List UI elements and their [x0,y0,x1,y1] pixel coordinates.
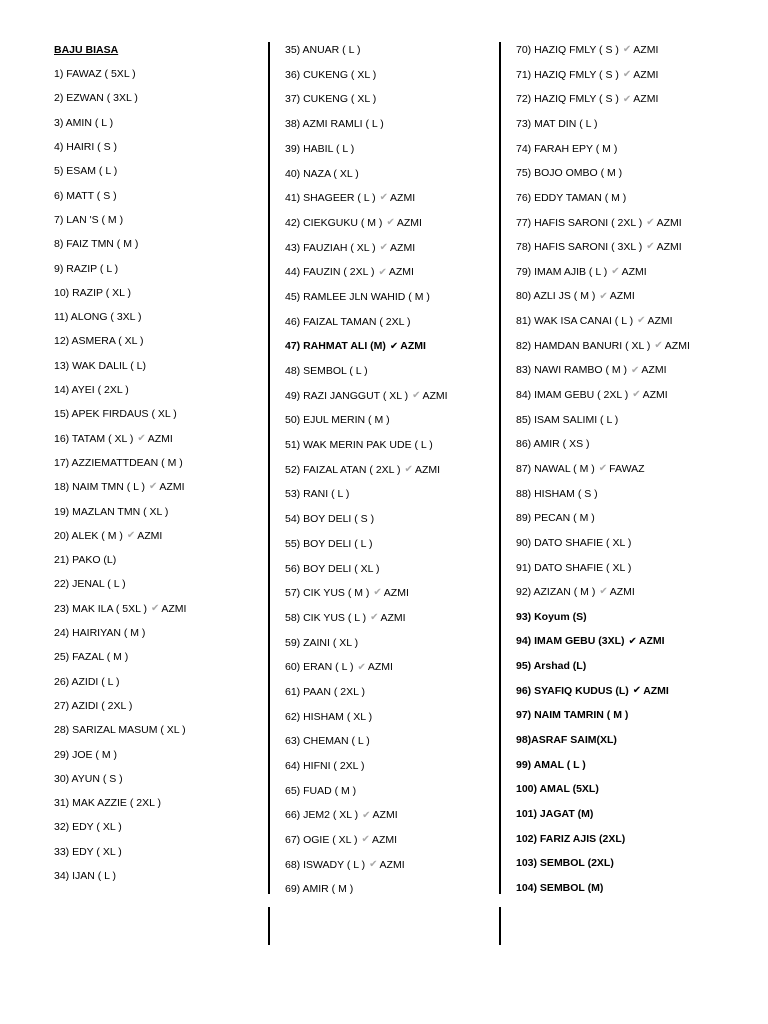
entry-text: 99) AMAL ( L ) [516,758,586,771]
entry-tag: AZMI [372,809,398,822]
entry-text: 51) WAK MERIN PAK UDE ( L ) [285,439,433,452]
list-item [285,211,495,236]
entry-text: 61) PAAN ( 2XL ) [285,685,365,698]
list-item [285,754,495,779]
column-3 [516,38,761,900]
entry-text: 41) SHAGEER ( L ) [285,192,376,205]
entry-text: 90) DATO SHAFIE ( XL ) [516,536,632,549]
entry-text: 6) MATT ( S ) [54,189,117,202]
list-item [285,161,495,186]
checkmark-icon: ✔ [404,464,413,476]
entry-text: 12) ASMERA ( XL ) [54,335,144,348]
list-item [285,828,495,853]
list-item [516,802,761,827]
entry-text: 103) SEMBOL (2XL) [516,857,614,870]
list-item [285,581,495,606]
entry-text: 68) ISWADY ( L ) [285,858,366,871]
list-item [54,184,259,208]
entry-text: 82) HAMDAN BANURI ( XL ) [516,339,651,352]
list-item [516,753,761,778]
entry-text: 3) AMIN ( L ) [54,116,114,129]
entry-text: 1) FAWAZ ( 5XL ) [54,68,136,81]
entry-text: 17) AZZIEMATTDEAN ( M ) [54,456,183,469]
checkmark-icon: ✔ [379,241,389,253]
list-item [285,507,495,532]
list-item [54,621,259,645]
list-item [516,432,761,457]
entry-text: 70) HAZIQ FMLY ( S ) [516,44,619,57]
entry-text: 83) NAWI RAMBO ( M ) [516,364,628,377]
list-item [285,655,495,680]
entry-text: 81) WAK ISA CANAI ( L ) [516,315,634,328]
entry-text: 37) CUKENG ( XL ) [285,93,377,106]
entry-text: 11) ALONG ( 3XL ) [54,311,142,324]
entry-text: 55) BOY DELI ( L ) [285,537,373,550]
list-item [54,743,259,767]
checkmark-icon: ✔ [357,661,366,673]
entry-text: 30) AYUN ( S ) [54,772,123,785]
entry-text: 45) RAMLEE JLN WAHID ( M ) [285,290,430,303]
entry-text: 73) MAT DIN ( L ) [516,117,598,130]
entry-text: 39) HABIL ( L ) [285,142,355,155]
entry-text: 52) FAIZAL ATAN ( 2XL ) [285,463,401,476]
list-item [285,285,495,310]
list-item [54,87,259,111]
entry-text: 21) PAKO (L) [54,554,117,567]
column-2 [285,38,495,902]
entry-text: 93) Koyum (S) [516,610,587,623]
entry-text: 35) ANUAR ( L ) [285,44,361,57]
list-item [285,63,495,88]
entry-text: 19) MAZLAN TMN ( XL ) [54,505,169,518]
entry-tag: AZMI [400,340,426,353]
list-item [516,87,761,112]
list-item [516,260,761,285]
list-item [516,728,761,753]
list-item [516,876,761,901]
entry-text: 66) JEM2 ( XL ) [285,809,359,822]
checkmark-icon: ✔ [598,463,608,475]
entry-text: 94) IMAM GEBU (3XL) [516,635,625,648]
list-item [285,186,495,211]
checkmark-icon: ✔ [373,587,382,599]
entry-text: 60) ERAN ( L ) [285,661,354,674]
entry-text: 59) ZAINI ( XL ) [285,636,359,649]
entry-text: 40) NAZA ( XL ) [285,167,359,180]
entry-tag: AZMI [656,241,682,254]
entry-text: 75) BOJO OMBO ( M ) [516,167,623,180]
checkmark-icon: ✔ [378,266,387,278]
list-item [54,816,259,840]
entry-text: 5) ESAM ( L ) [54,165,118,178]
list-item [285,359,495,384]
list-item [54,159,259,183]
list-item [54,645,259,669]
list-item [285,606,495,631]
entry-text: 63) CHEMAN ( L ) [285,735,370,748]
checkmark-icon: ✔ [646,241,655,253]
entry-text: 92) AZIZAN ( M ) [516,586,596,599]
entry-text: 22) JENAL ( L ) [54,578,126,591]
entry-text: 101) JAGAT (M) [516,807,594,820]
entry-text: 76) EDDY TAMAN ( M ) [516,191,627,204]
list-item [285,433,495,458]
checkmark-icon: ✔ [126,530,136,542]
list-item [54,451,259,475]
list-item [285,877,495,902]
entry-tag: AZMI [643,684,669,697]
entry-tag: AZMI [388,266,414,279]
entry-text: 38) AZMI RAMLI ( L ) [285,118,384,131]
list-item [54,670,259,694]
list-item [54,475,259,499]
entry-tag: AZMI [147,432,173,445]
checkmark-icon: ✔ [389,340,399,352]
entry-text: 100) AMAL (5XL) [516,783,599,796]
entry-tag: AZMI [609,290,635,303]
entry-text: 80) AZLI JS ( M ) [516,290,596,303]
entry-text: 20) ALEK ( M ) [54,529,123,542]
list-item [285,408,495,433]
entry-text: 36) CUKENG ( XL ) [285,68,377,81]
list-item [285,236,495,261]
list-item [54,694,259,718]
entry-text: 91) DATO SHAFIE ( XL ) [516,561,632,574]
entry-tag: AZMI [383,587,409,600]
entry-tag: AZMI [621,265,647,278]
entry-tag: AZMI [161,602,187,615]
list-item [285,334,495,359]
checkmark-icon: ✔ [654,340,663,351]
checkmark-icon: ✔ [631,364,640,376]
entry-text: 72) HAZIQ FMLY ( S ) [516,93,619,106]
entry-text: 65) FUAD ( M ) [285,784,357,797]
entry-tag: AZMI [638,635,665,648]
entry-text: 53) RANI ( L ) [285,488,350,501]
entry-tag: AZMI [390,241,416,254]
entry-text: 104) SEMBOL (M) [516,881,604,894]
list-item [516,161,761,186]
list-item [285,38,495,63]
list-item [54,305,259,329]
entry-text: 50) EJUL MERIN ( M ) [285,414,390,427]
checkmark-icon: ✔ [137,432,146,444]
column-divider [499,907,501,945]
checkmark-icon: ✔ [622,68,632,80]
list-item [285,532,495,557]
checkmark-icon: ✔ [646,216,655,228]
entry-text: 98)ASRAF SAIM(XL) [516,734,617,746]
entry-tag: AZMI [390,192,416,205]
list-item [516,679,761,704]
list-item [516,703,761,728]
checkmark-icon: ✔ [622,93,632,105]
entry-tag: AZMI [633,93,659,106]
list-item [285,137,495,162]
entry-text: 95) Arshad (L) [516,660,587,673]
list-item [285,803,495,828]
entry-tag: AZMI [609,586,635,599]
entry-text: 24) HAIRIYAN ( M ) [54,627,146,640]
entry-text: 26) AZIDI ( L ) [54,675,120,688]
entry-tag: AZMI [137,529,163,542]
entry-text: 84) IMAM GEBU ( 2XL ) [516,389,629,402]
entry-tag: FAWAZ [609,462,645,475]
list-item [54,718,259,742]
entry-tag: AZMI [664,339,690,352]
entry-tag: AZMI [422,389,448,402]
checkmark-icon: ✔ [628,635,637,647]
list-item [285,458,495,483]
checkmark-icon: ✔ [599,290,608,302]
checkmark-icon: ✔ [149,481,158,493]
checkmark-icon: ✔ [599,586,608,598]
entry-tag: AZMI [633,44,659,57]
list-item [516,827,761,852]
entry-text: 18) NAIM TMN ( L ) [54,481,146,494]
entry-text: 44) FAUZIN ( 2XL ) [285,266,375,279]
entry-text: 10) RAZIP ( XL ) [54,286,132,299]
list-item [285,705,495,730]
column-divider [268,907,270,945]
list-item [285,87,495,112]
list-item [516,555,761,580]
entry-text: 97) NAIM TAMRIN ( M ) [516,709,629,722]
checkmark-icon: ✔ [369,859,378,871]
entry-tag: AZMI [371,834,398,847]
entry-tag: AZMI [380,611,406,624]
entry-text: 62) HISHAM ( XL ) [285,710,373,723]
entry-text: 4) HAIRI ( S ) [54,141,118,154]
entry-text: 7) LAN 'S ( M ) [54,213,124,226]
list-item [516,210,761,235]
entry-text: 96) SYAFIQ KUDUS (L) [516,684,629,697]
list-item [285,729,495,754]
list-item [54,767,259,791]
checkmark-icon: ✔ [379,192,389,204]
entry-tag: AZMI [159,481,185,494]
entry-text: 56) BOY DELI ( XL ) [285,562,380,575]
list-item [285,482,495,507]
entry-text: 49) RAZI JANGGUT ( XL ) [285,389,409,402]
entry-text: 67) OGIE ( XL ) [285,834,358,847]
entry-text: 69) AMIR ( M ) [285,883,354,896]
list-item [54,864,259,888]
column-divider [499,42,501,894]
entry-text: 33) EDY ( XL ) [54,845,122,858]
list-item [54,500,259,524]
list-item [285,680,495,705]
entry-text: 74) FARAH EPY ( M ) [516,142,618,155]
list-item [54,791,259,815]
list-item [516,629,761,654]
list-item [285,310,495,335]
list-item [516,63,761,88]
checkmark-icon: ✔ [150,602,160,614]
entry-text: 77) HAFIS SARONI ( 2XL ) [516,216,643,229]
list-item [54,597,259,621]
list-item [54,135,259,159]
list-item [516,235,761,260]
entry-text: 14) AYEI ( 2XL ) [54,384,129,397]
list-item [54,427,259,451]
list-item [516,580,761,605]
entry-text: 102) FARIZ AJIS (2XL) [516,832,626,845]
list-item [285,112,495,137]
entry-text: 88) HISHAM ( S ) [516,487,598,500]
entry-text: 25) FAZAL ( M ) [54,651,129,664]
entry-text: 13) WAK DALIL ( L) [54,359,146,372]
list-item [54,232,259,256]
list-item [54,573,259,597]
list-item [285,556,495,581]
list-item [285,779,495,804]
list-item [285,853,495,878]
entry-text: 71) HAZIQ FMLY ( S ) [516,68,619,81]
entry-text: 46) FAIZAL TAMAN ( 2XL ) [285,315,411,328]
list-item [516,506,761,531]
entry-text: 2) EZWAN ( 3XL ) [54,92,138,105]
list-item [285,631,495,656]
checkmark-icon: ✔ [637,315,646,327]
entry-text: 31) MAK AZZIE ( 2XL ) [54,797,161,810]
checkmark-icon: ✔ [622,44,632,56]
entry-text: 32) EDY ( XL ) [54,821,122,834]
entry-tag: AZMI [379,858,405,871]
entry-text: 47) RAHMAT ALI (M) [285,340,386,353]
list-item [516,654,761,679]
entry-tag: AZMI [641,364,667,377]
checkmark-icon: ✔ [386,217,395,229]
list-item [516,309,761,334]
entry-text: 27) AZIDI ( 2XL ) [54,699,133,712]
list-item [54,524,259,548]
list-item [54,111,259,135]
entry-text: 34) IJAN ( L ) [54,869,117,882]
list-item [54,257,259,281]
list-item [516,457,761,482]
entry-text: 85) ISAM SALIMI ( L ) [516,413,619,426]
entry-text: 9) RAZIP ( L ) [54,262,119,275]
entry-tag: AZMI [642,389,668,402]
entry-tag: AZMI [396,216,422,229]
entry-text: 8) FAIZ TMN ( M ) [54,238,139,251]
entry-text: 57) CIK YUS ( M ) [285,587,370,600]
entry-text: 79) IMAM AJIB ( L ) [516,265,608,278]
entry-text: 23) MAK ILA ( 5XL ) [54,602,147,615]
entry-text: 58) CIK YUS ( L ) [285,611,367,624]
list-item [516,851,761,876]
list-item [54,378,259,402]
list-item [516,137,761,162]
entry-text: 16) TATAM ( XL ) [54,432,134,445]
list-title: BAJU BIASA [54,44,119,56]
entry-text: 48) SEMBOL ( L ) [285,365,368,378]
list-item [516,334,761,359]
list-item [516,408,761,433]
list-item [516,112,761,137]
entry-text: 29) JOE ( M ) [54,748,118,761]
list-item [516,358,761,383]
list-item [516,531,761,556]
entry-text: 54) BOY DELI ( S ) [285,513,375,526]
list-item [54,354,259,378]
entry-text: 28) SARIZAL MASUM ( XL ) [54,724,186,737]
checkmark-icon: ✔ [361,834,370,846]
entry-text: 78) HAFIS SARONI ( 3XL ) [516,241,643,254]
list-item [54,840,259,864]
column-1 [54,38,259,888]
entry-text: 89) PECAN ( M ) [516,512,595,525]
entry-text: 42) CIEKGUKU ( M ) [285,216,383,229]
checkmark-icon: ✔ [362,809,371,821]
list-item [516,482,761,507]
list-item [516,777,761,802]
entry-text: 15) APEK FIRDAUS ( XL ) [54,408,177,421]
entry-tag: AZMI [367,661,393,674]
checkmark-icon: ✔ [632,684,642,696]
column-divider [268,42,270,894]
list-item [54,330,259,354]
list-item [54,208,259,232]
checkmark-icon: ✔ [632,389,641,401]
checkmark-icon: ✔ [611,266,620,278]
entry-tag: AZMI [647,315,673,328]
entry-tag: AZMI [414,463,441,476]
entry-tag: AZMI [656,216,682,229]
list-item [285,384,495,409]
list-item [516,284,761,309]
entry-text: 86) AMIR ( XS ) [516,438,590,451]
list-item [516,38,761,63]
entry-text: 43) FAUZIAH ( XL ) [285,241,376,254]
list-item [285,260,495,285]
list-item [54,281,259,305]
list-item [516,383,761,408]
list-item [54,548,259,572]
entry-text: 87) NAWAL ( M ) [516,462,595,475]
list-item [54,402,259,426]
entry-tag: AZMI [633,68,659,81]
checkmark-icon: ✔ [370,612,379,624]
list-item [54,62,259,86]
list-item [516,186,761,211]
checkmark-icon: ✔ [412,389,421,401]
entry-text: 64) HIFNI ( 2XL ) [285,760,365,773]
list-item [516,605,761,630]
